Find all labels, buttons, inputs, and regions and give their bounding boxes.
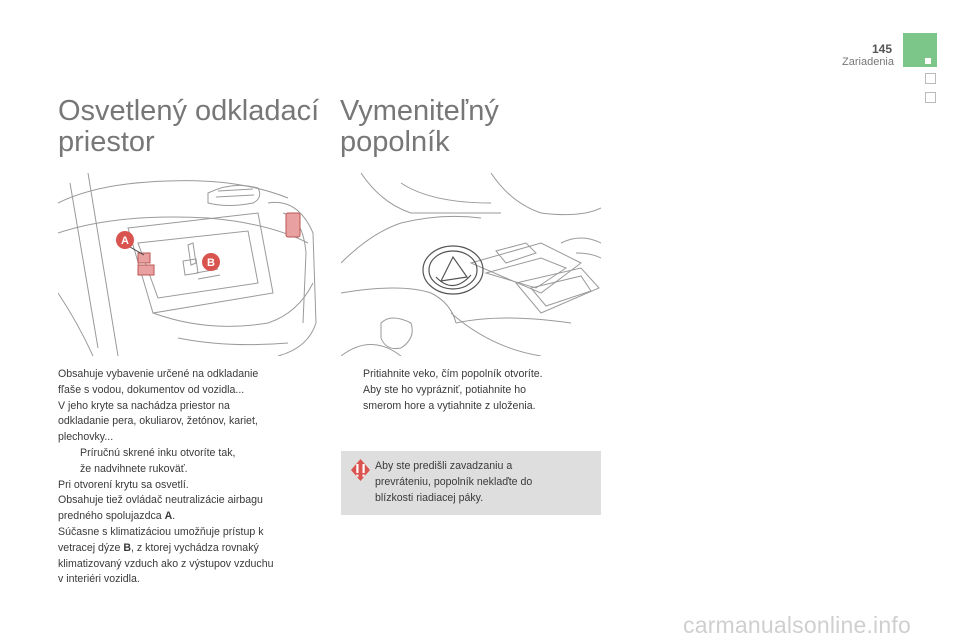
title-line: Vymeniteľný: [340, 95, 499, 127]
glovebox-illustration: [58, 173, 318, 356]
text-line: Súčasne s klimatizáciou umožňuje prístup k: [58, 525, 264, 538]
text-fragment: , z ktorej vychádza rovnaký: [131, 541, 259, 554]
page-number: 145: [871, 42, 892, 56]
ashtray-instructions: [341, 367, 603, 414]
text-line: [58, 509, 320, 525]
bullet-text: Aby ste ho vyprázniť, potiahnite ho: [363, 383, 526, 396]
title-line: priestor: [58, 126, 155, 158]
text-line: blízkosti riadiacej páky.: [375, 492, 484, 504]
bullet-continuation: smerom hore a vytiahnite z uloženia.: [363, 399, 536, 412]
bullet-icon: [58, 446, 80, 462]
section-title-ashtray: [340, 96, 620, 158]
list-item: [341, 367, 603, 383]
section-tab[interactable]: [925, 73, 936, 84]
callout-a: A: [121, 235, 129, 247]
bullet-icon: [341, 383, 363, 399]
text-fragment: predného spolujazdca: [58, 510, 165, 523]
text-line: Obsahuje tiež ovládač neutralizácie airbagu: [58, 494, 263, 507]
text-line: V jeho kryte sa nachádza priestor na: [58, 399, 230, 412]
section-tab-active[interactable]: [903, 33, 937, 67]
text-line: Obsahuje vybavenie určené na odkladanie: [58, 368, 259, 380]
text-line: Aby ste predišli zavadzaniu a: [375, 460, 513, 472]
tab-marker-icon: [925, 58, 931, 64]
title-line: popolník: [340, 126, 450, 158]
text-line: Pri otvorení krytu sa osvetlí.: [58, 478, 189, 491]
watermark: carmanualsonline.info: [683, 612, 911, 638]
bullet-icon: [341, 367, 363, 383]
bullet-continuation: že nadvihnete rukoväť.: [80, 462, 188, 475]
text-fragment: vetracej dýze: [58, 541, 124, 554]
glovebox-description: [58, 367, 320, 588]
section-tab[interactable]: [925, 92, 936, 103]
reference-b: B: [123, 541, 132, 554]
section-title-glovebox: [58, 96, 338, 158]
ashtray-drawing: [341, 173, 601, 356]
section-name: Zariadenia: [842, 56, 894, 68]
list-item: [341, 383, 603, 399]
text-line: klimatizovaný vzduch ako z výstupov vzduchu: [58, 557, 274, 570]
text-line: fľaše s vodou, dokumentov od vozidla...: [58, 383, 245, 396]
text-line: prevráteniu, popolník neklaďte do: [375, 476, 533, 488]
warning-note: [341, 451, 601, 515]
ashtray-illustration: [341, 173, 601, 356]
text-line: v interiéri vozidla.: [58, 573, 140, 586]
reference-a: A: [164, 510, 173, 523]
text-fragment: .: [172, 510, 176, 523]
warning-icon: [350, 458, 371, 482]
callout-b: B: [207, 257, 215, 269]
bullet-text: Príručnú skrené inku otvoríte tak,: [80, 446, 236, 459]
list-item: [58, 446, 320, 462]
text-line: odkladanie pera, okuliarov, žetónov, kariet,: [58, 415, 258, 428]
text-line: [58, 541, 320, 557]
text-line: plechovky...: [58, 431, 114, 444]
bullet-text: Pritiahnite veko, čím popolník otvoríte.: [363, 368, 543, 380]
title-line: Osvetlený odkladací: [58, 95, 320, 127]
warning-text: [375, 458, 595, 506]
glovebox-drawing: [58, 173, 318, 356]
